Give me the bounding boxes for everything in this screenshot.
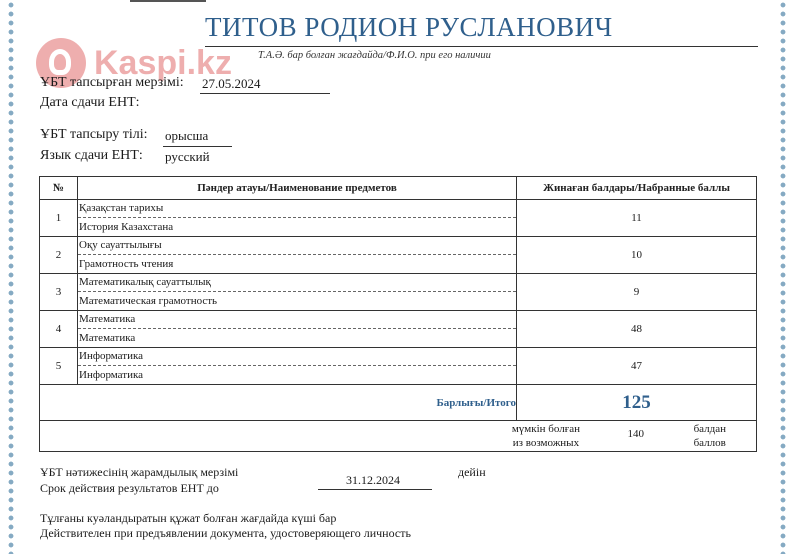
subject-name-kz: Оқу сауаттылығы bbox=[78, 237, 516, 255]
subject-name-kz: Математикалық сауаттылық bbox=[78, 274, 516, 292]
subject-score: 11 bbox=[517, 200, 757, 237]
possible-right-ru: баллов bbox=[693, 437, 726, 449]
full-name: ТИТОВ РОДИОН РУСЛАНОВИЧ bbox=[205, 12, 613, 42]
row-number: 4 bbox=[40, 311, 78, 348]
total-label: Барлығы/Итого bbox=[40, 385, 517, 421]
exam-language-value-kz: орысша bbox=[165, 128, 209, 143]
subject-score: 47 bbox=[517, 348, 757, 385]
decorative-border-left bbox=[6, 0, 16, 554]
subject-score: 10 bbox=[517, 237, 757, 274]
total-score: 125 bbox=[517, 385, 757, 421]
exam-date-value: 27.05.2024 bbox=[202, 76, 261, 91]
possible-left-ru: из возможных bbox=[512, 437, 580, 449]
subject-score: 48 bbox=[517, 311, 757, 348]
exam-language-label-ru: Язык сдачи ЕНТ: bbox=[40, 148, 143, 163]
possible-left-kz: мүмкін болған bbox=[511, 423, 580, 435]
top-rule bbox=[130, 0, 206, 2]
decorative-border-right bbox=[778, 0, 788, 554]
validity-suffix: дейін bbox=[458, 465, 486, 479]
exam-language-underline bbox=[163, 146, 232, 147]
validity-label-kz: ҰБТ нәтижесінің жарамдылық мерзімі bbox=[40, 465, 239, 479]
subject-name-ru: История Казахстана bbox=[79, 221, 174, 233]
subject-name-ru: Математика bbox=[79, 332, 136, 344]
col-header-score: Жинаған балдары/Набранные баллы bbox=[517, 177, 757, 200]
subject-name bbox=[78, 200, 517, 237]
col-header-subject: Пәндер атауы/Наименование предметов bbox=[78, 177, 517, 200]
row-number: 1 bbox=[40, 200, 78, 237]
subject-name-kz: Қазақстан тарихы bbox=[78, 200, 516, 218]
row-number: 5 bbox=[40, 348, 78, 385]
watermark-text: Kaspi.kz bbox=[94, 43, 232, 82]
table-row bbox=[40, 348, 757, 385]
possible-right-kz: балдан bbox=[693, 423, 726, 435]
exam-date-label-kz: ҰБТ тапсырған мерзімі: bbox=[40, 75, 184, 90]
row-number: 3 bbox=[40, 274, 78, 311]
table-row bbox=[40, 200, 757, 237]
validity-underline bbox=[318, 489, 432, 490]
possible-max-value: 140 bbox=[627, 428, 644, 440]
total-row bbox=[40, 385, 757, 421]
possible-right-text bbox=[694, 422, 726, 450]
full-name-underline bbox=[205, 46, 758, 47]
row-number: 2 bbox=[40, 237, 78, 274]
subject-name bbox=[78, 348, 517, 385]
possible-cell bbox=[40, 421, 757, 452]
table-row bbox=[40, 274, 757, 311]
exam-date-underline bbox=[200, 93, 330, 94]
exam-language-value-ru: русский bbox=[165, 149, 210, 164]
exam-date-label-ru: Дата сдачи ЕНТ: bbox=[40, 95, 140, 110]
subject-name-kz: Информатика bbox=[78, 348, 516, 366]
subject-name-kz: Математика bbox=[78, 311, 516, 329]
exam-language-label-kz: ҰБТ тапсыру тілі: bbox=[40, 127, 148, 142]
subject-name bbox=[78, 274, 517, 311]
subjects-table bbox=[39, 176, 757, 452]
subject-score: 9 bbox=[517, 274, 757, 311]
subject-name-ru: Грамотность чтения bbox=[79, 258, 174, 270]
subject-name-ru: Информатика bbox=[79, 369, 144, 381]
col-header-num: № bbox=[40, 177, 78, 200]
possible-left-text bbox=[512, 422, 580, 450]
subject-name bbox=[78, 237, 517, 274]
table-row bbox=[40, 311, 757, 348]
footer-note-ru: Действителен при предъявлении документа, удостоверяющего личность bbox=[40, 526, 411, 540]
table-header-row bbox=[40, 177, 757, 200]
validity-date: 31.12.2024 bbox=[346, 473, 400, 487]
table-row bbox=[40, 237, 757, 274]
subject-name bbox=[78, 311, 517, 348]
subject-name-ru: Математическая грамотность bbox=[79, 295, 218, 307]
possible-row bbox=[40, 421, 757, 452]
validity-label-ru: Срок действия результатов ЕНТ до bbox=[40, 481, 219, 495]
footer-note-kz: Тұлғаны куәландыратын құжат болған жағдайда күші бар bbox=[40, 511, 337, 525]
full-name-caption: Т.А.Ә. бар болған жағдайда/Ф.И.О. при его наличии bbox=[258, 50, 491, 61]
